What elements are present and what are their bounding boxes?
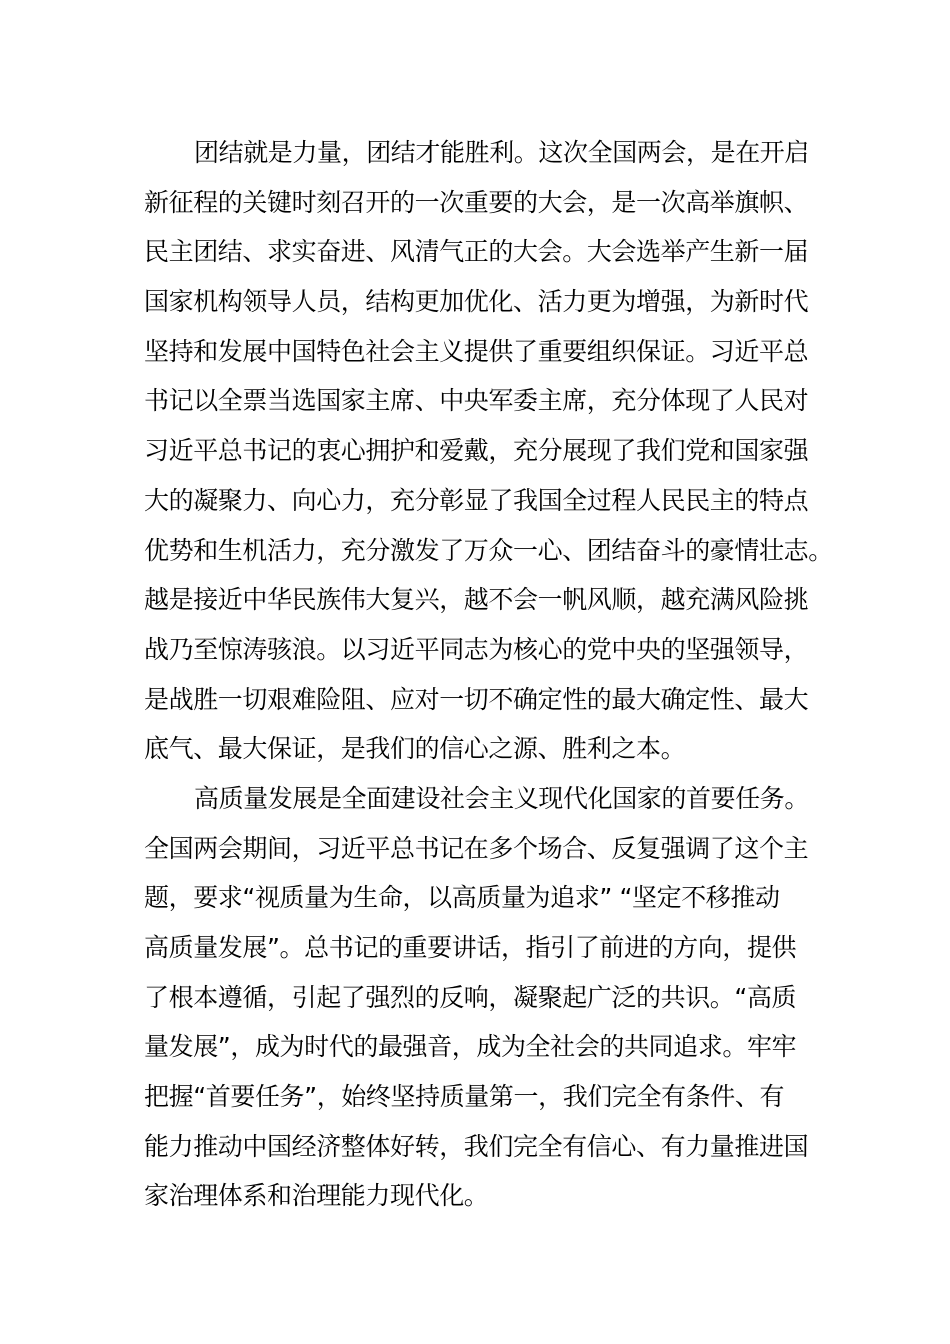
- paragraph-line: 是战胜一切艰难险阻、应对一切不确定性的最大确定性、最大: [144, 684, 809, 714]
- paragraph-line: 了根本遵循，引起了强烈的反响，凝聚起广泛的共识。“高质: [144, 982, 797, 1012]
- paragraph-line: 战乃至惊涛骇浪。以习近平同志为核心的党中央的坚强领导，: [144, 634, 809, 664]
- paragraph-line: 把握“首要任务”，始终坚持质量第一，我们完全有条件、有: [144, 1082, 785, 1112]
- paragraph-line: 量发展”，成为时代的最强音，成为全社会的共同追求。牢牢: [144, 1032, 797, 1062]
- paragraph-line: 底气、最大保证，是我们的信心之源、胜利之本。: [144, 734, 686, 764]
- paragraph-line: 家治理体系和治理能力现代化。: [144, 1181, 489, 1211]
- paragraph-line: 能力推动中国经济整体好转，我们完全有信心、有力量推进国: [144, 1131, 809, 1161]
- paragraph-high-quality-development: [144, 774, 810, 1221]
- paragraph-line: 国家机构领导人员，结构更加优化、活力更为增强，为新时代: [144, 287, 809, 317]
- paragraph-line: 民主团结、求实奋进、风清气正的大会。大会选举产生新一届: [144, 237, 809, 267]
- paragraph-line: 高质量发展是全面建设社会主义现代化国家的首要任务。: [194, 783, 810, 813]
- paragraph-line: 越是接近中华民族伟大复兴，越不会一帆风顺，越充满风险挑: [144, 585, 809, 615]
- paragraph-line: 书记以全票当选国家主席、中央军委主席，充分体现了人民对: [144, 386, 809, 416]
- paragraph-line: 大的凝聚力、向心力，充分彰显了我国全过程人民民主的特点: [144, 485, 809, 515]
- paragraph-line: 团结就是力量，团结才能胜利。这次全国两会，是在开启: [194, 138, 810, 167]
- paragraph-line: 全国两会期间，习近平总书记在多个场合、反复强调了这个主: [144, 833, 809, 863]
- document-body: [144, 128, 833, 1221]
- paragraph-line: 高质量发展”。总书记的重要讲话，指引了前进的方向，提供: [144, 933, 797, 962]
- paragraph-line: 新征程的关键时刻召开的一次重要的大会，是一次高举旗帜、: [144, 187, 809, 217]
- paragraph-line: 题，要求“视质量为生命，以高质量为追求” “坚定不移推动: [144, 883, 780, 913]
- paragraph-line: 坚持和发展中国特色社会主义提供了重要组织保证。习近平总: [144, 336, 809, 366]
- paragraph-solidarity: [144, 128, 833, 774]
- paragraph-line: 优势和生机活力，充分激发了万众一心、团结奋斗的豪情壮志。: [144, 535, 833, 565]
- paragraph-line: 习近平总书记的衷心拥护和爱戴，充分展现了我们党和国家强: [144, 436, 809, 466]
